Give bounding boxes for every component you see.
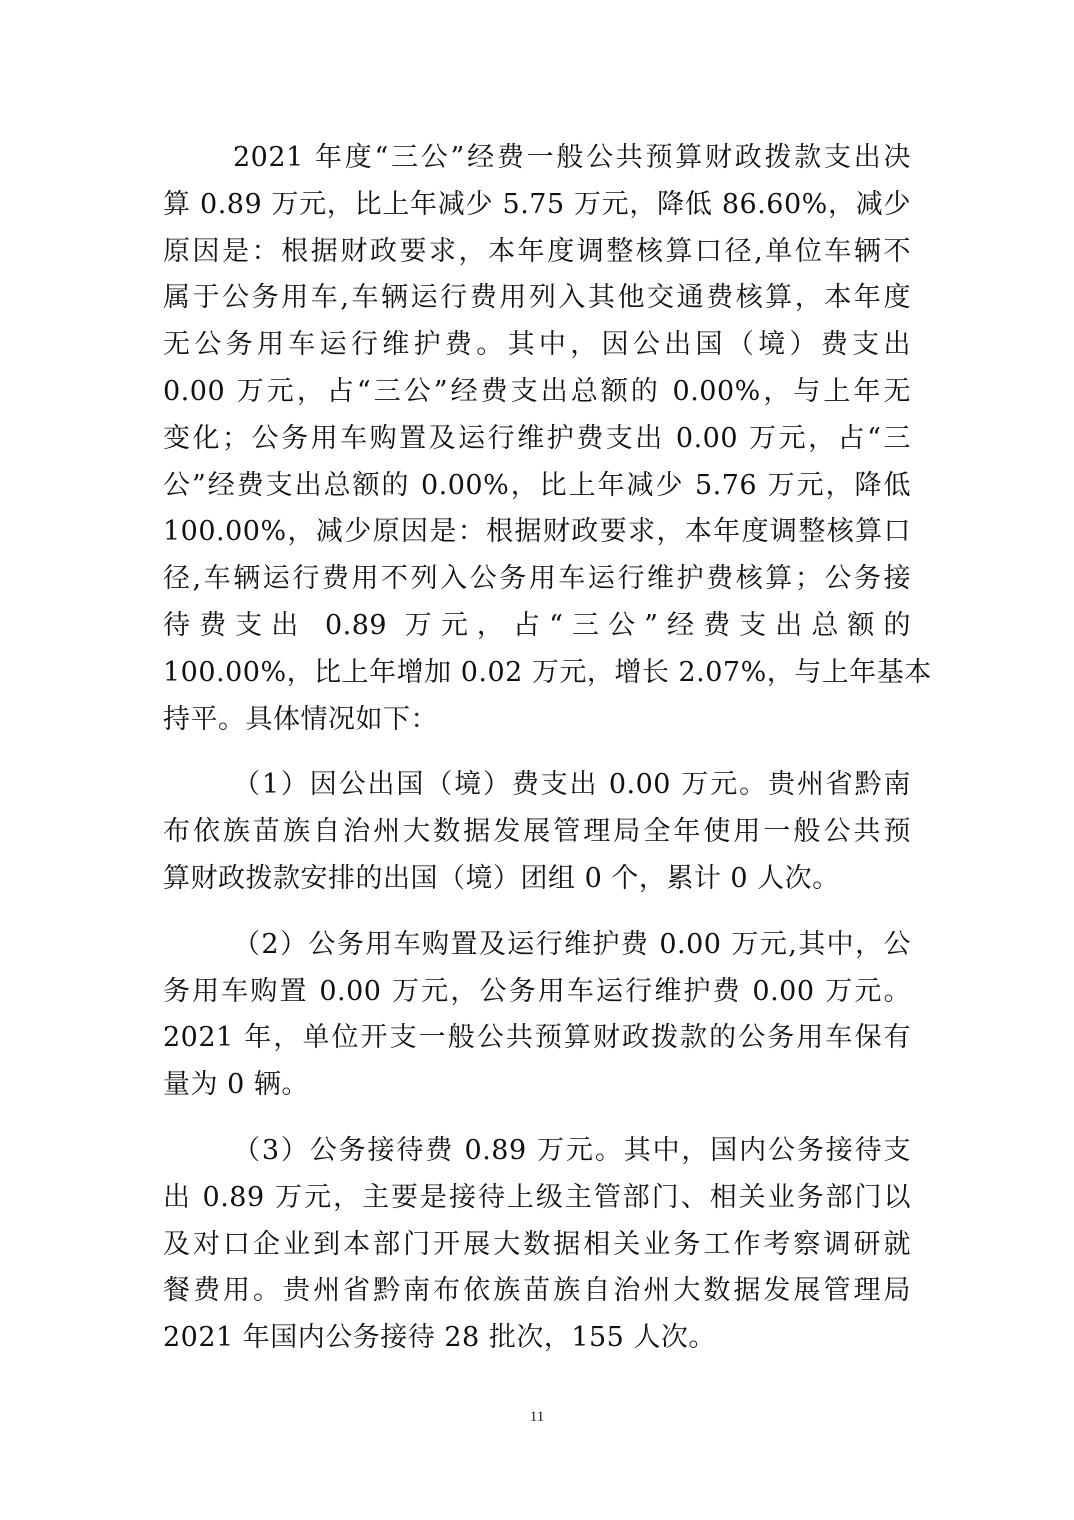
text-line: 算 0.89 万元，比上年减少 5.75 万元，降低 86.60%，减少	[163, 188, 911, 220]
text-line: 务用车购置 0.00 万元，公务用车运行维护费 0.00 万元。	[163, 975, 911, 1007]
text-line: 径,车辆运行费用不列入公务用车运行维护费核算；公务接	[163, 563, 911, 595]
text-line: （1）因公出国（境）费支出 0.00 万元。贵州省黔南	[233, 769, 911, 801]
text-line: 原因是：根据财政要求，本年度调整核算口径,单位车辆不	[163, 235, 911, 267]
paragraph-summary	[163, 135, 932, 743]
text-line: 2021 年度“三公”经费一般公共预算财政拨款支出决	[233, 142, 911, 173]
text-line: 变化；公务用车购置及运行维护费支出 0.00 万元，占“三	[163, 422, 911, 454]
text-line: 2021 年，单位开支一般公共预算财政拨款的公务用车保有	[163, 1022, 911, 1054]
text-line: 0.00 万元，占“三公”经费支出总额的 0.00%，与上年无	[163, 375, 911, 407]
text-line: 及对口企业到本部门开展大数据相关业务工作考察调研就	[163, 1228, 911, 1260]
text-line: 出 0.89 万元，主要是接待上级主管部门、相关业务部门以	[163, 1181, 911, 1213]
text-line: 布依族苗族自治州大数据发展管理局全年使用一般公共预	[163, 816, 911, 848]
text-line: （2）公务用车购置及运行维护费 0.00 万元,其中，公	[233, 928, 911, 960]
paragraph-reception	[163, 1128, 911, 1362]
page-number: 11	[529, 1409, 545, 1425]
text-line: 量为 0 辆。	[163, 1069, 309, 1101]
text-line: 待费支出 0.89 万元，占“三公”经费支出总额的	[163, 609, 911, 641]
text-line: 算财政拨款安排的出国（境）团组 0 个，累计 0 人次。	[163, 862, 840, 894]
text-line: 100.00%，比上年增加 0.02 万元，增长 2.07%，与上年基本	[163, 656, 932, 688]
paragraph-spacer	[163, 903, 911, 922]
paragraph-spacer	[163, 1109, 911, 1128]
paragraph-official-vehicles	[163, 922, 911, 1109]
text-line: 无公务用车运行维护费。其中，因公出国（境）费支出	[163, 329, 911, 361]
body-text	[163, 135, 932, 1362]
text-line: 属于公务用车,车辆运行费用列入其他交通费核算，本年度	[163, 282, 911, 314]
text-line: 2021 年国内公务接待 28 批次，155 人次。	[163, 1322, 716, 1354]
text-line: 100.00%，减少原因是：根据财政要求，本年度调整核算口	[163, 516, 911, 548]
text-line: 餐费用。贵州省黔南布依族苗族自治州大数据发展管理局	[163, 1275, 911, 1307]
text-line: （3）公务接待费 0.89 万元。其中，国内公务接待支	[233, 1134, 911, 1166]
text-line: 持平。具体情况如下：	[163, 703, 438, 735]
paragraph-spacer	[163, 743, 911, 762]
paragraph-overseas-travel	[163, 762, 911, 902]
text-line: 公”经费支出总额的 0.00%，比上年减少 5.76 万元，降低	[163, 469, 911, 501]
